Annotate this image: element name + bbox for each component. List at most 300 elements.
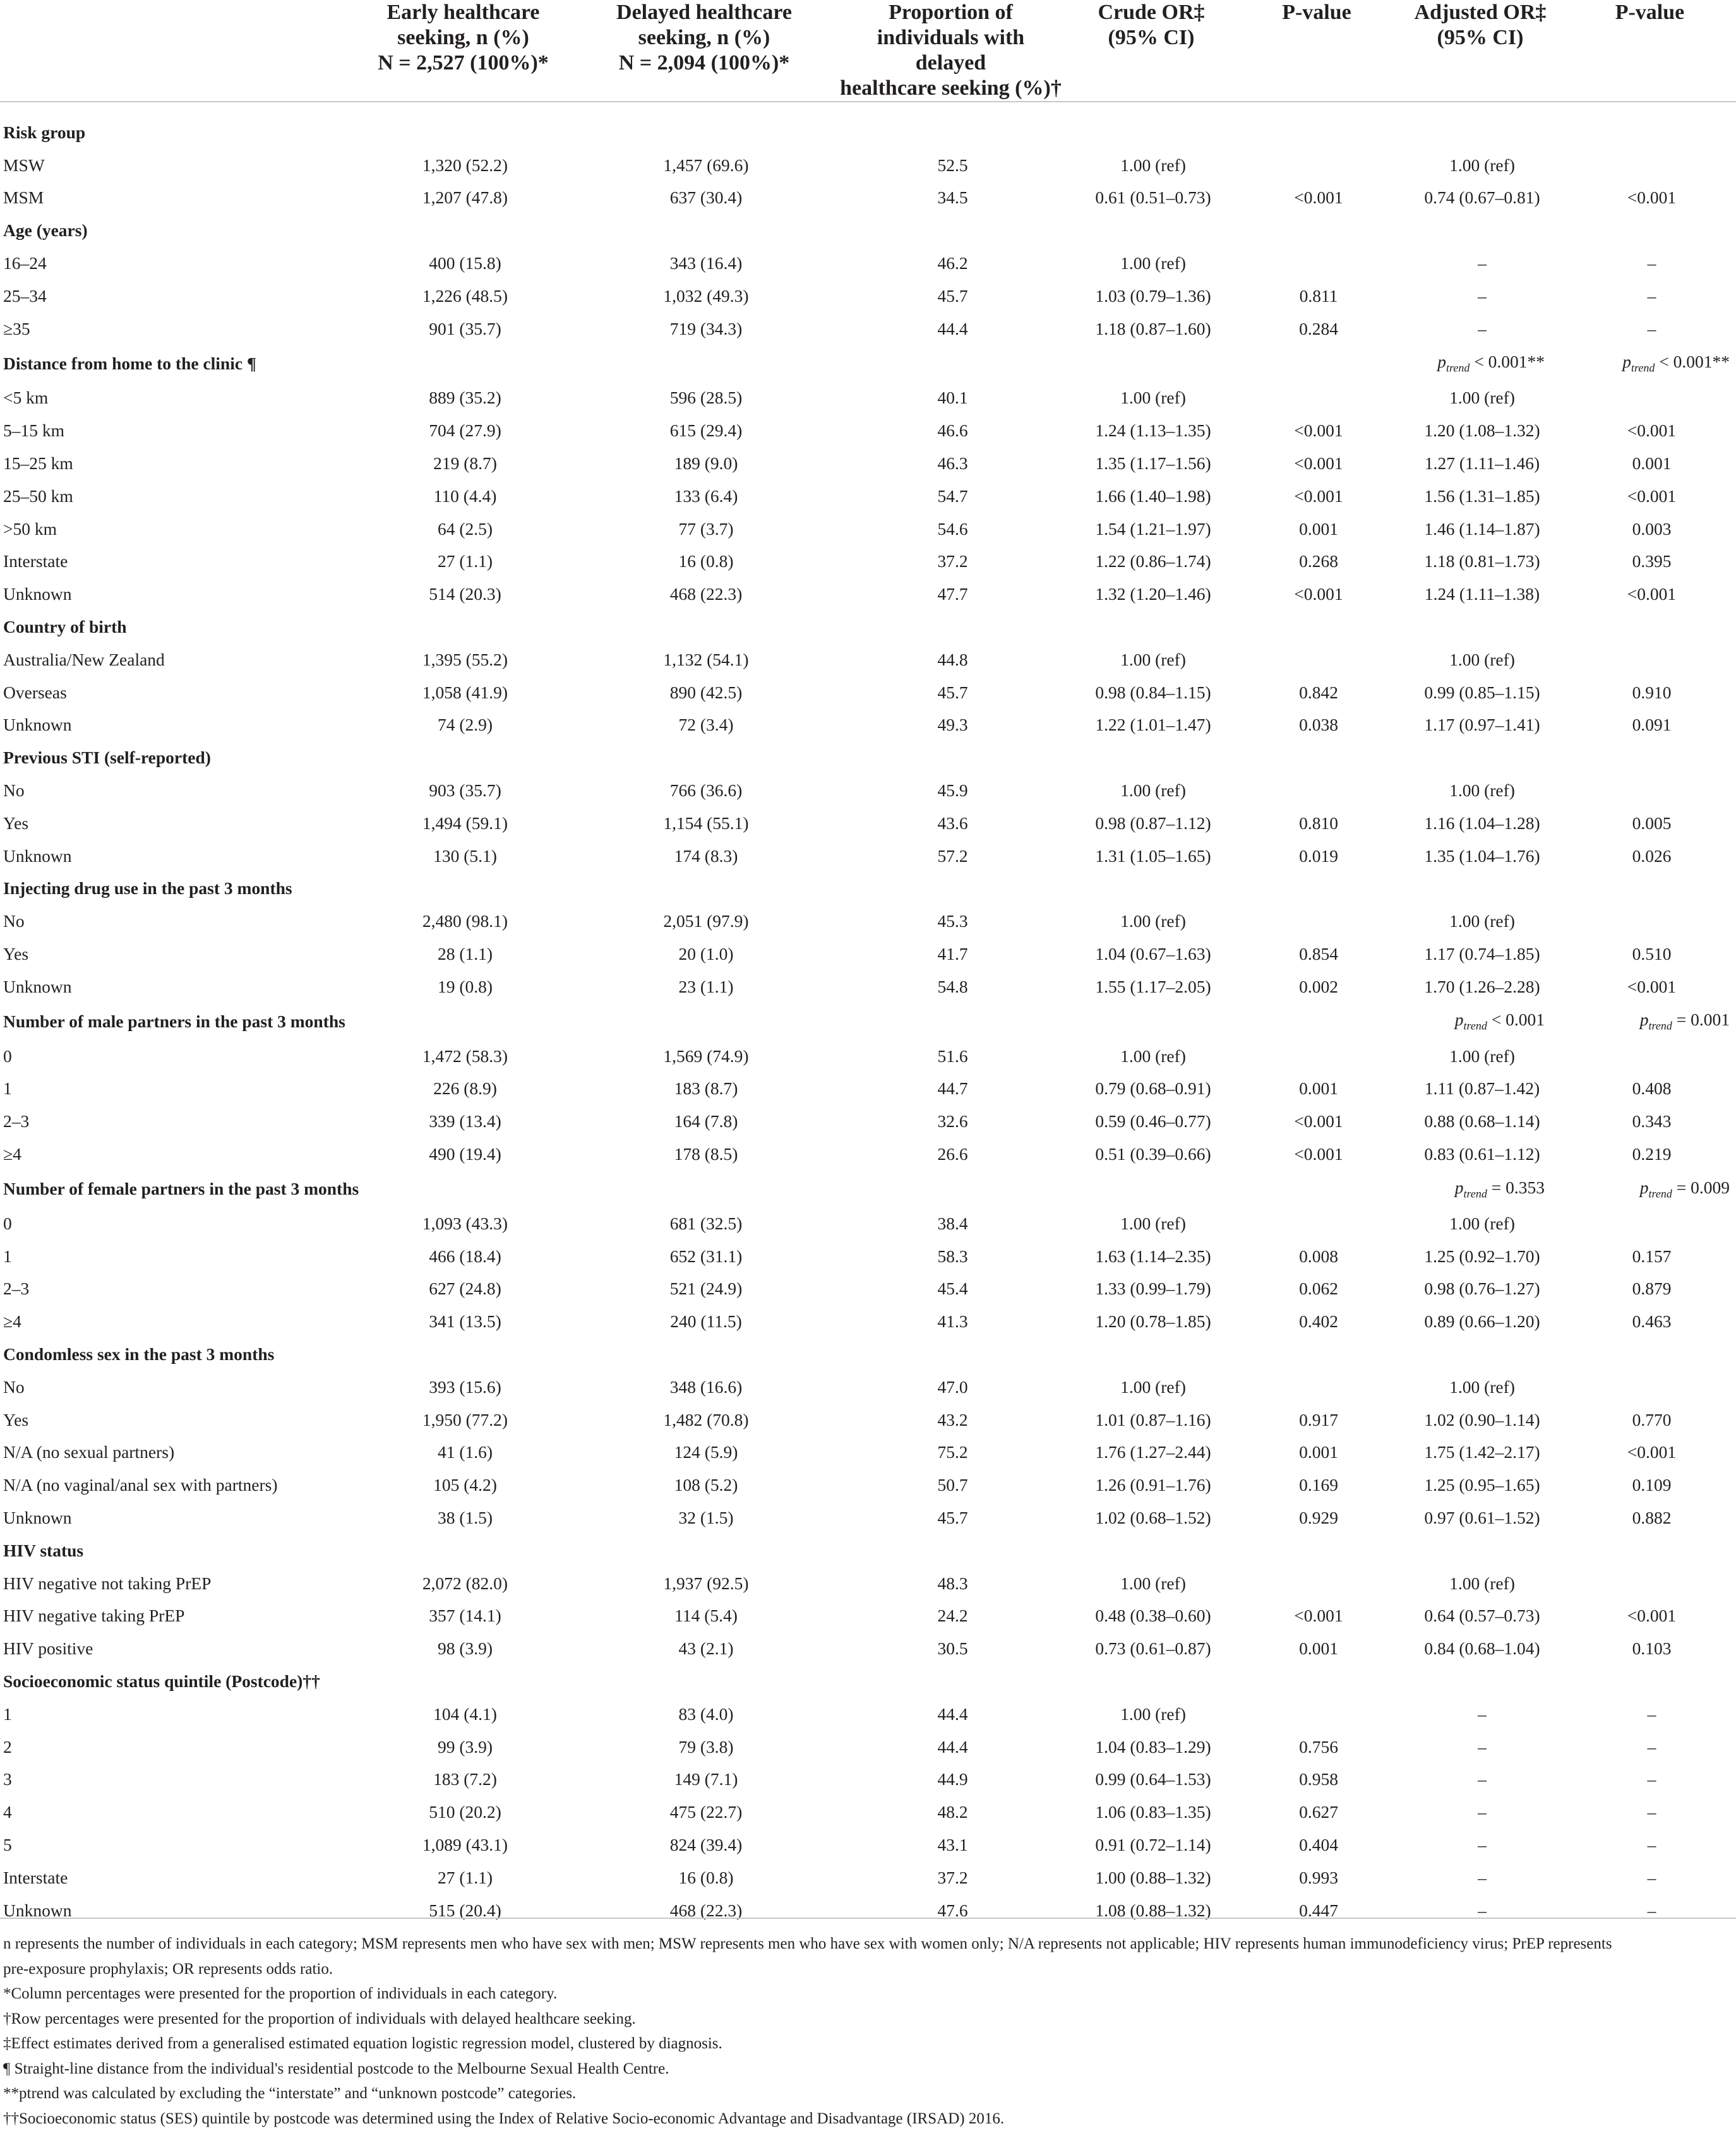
table-cell: 1.01 (0.87–1.16) (1066, 1404, 1236, 1436)
adjusted-p-value-header (1564, 0, 1736, 102)
table-cell: 99 (3.9) (354, 1731, 573, 1764)
adjusted-p-trend (1564, 1338, 1736, 1371)
crude-p-trend (1236, 116, 1564, 149)
crude-p-value-header (1236, 0, 1397, 102)
table-cell (1236, 149, 1397, 182)
table-footnotes (0, 1918, 1736, 2131)
table-cell: – (1564, 1698, 1736, 1731)
table-cell: 124 (5.9) (573, 1436, 835, 1469)
table-row (0, 1731, 1736, 1764)
table-header (0, 0, 1736, 102)
table-cell: 0.026 (1564, 840, 1736, 873)
row-label: 15–25 km (0, 447, 354, 480)
table-row (0, 643, 1736, 676)
table-cell: 0.48 (0.38–0.60) (1066, 1599, 1236, 1632)
table-cell: 0.61 (0.51–0.73) (1066, 182, 1236, 215)
table-cell: 1,482 (70.8) (573, 1404, 835, 1436)
table-cell: 32 (1.5) (573, 1501, 835, 1534)
table-cell: 1,032 (49.3) (573, 280, 835, 313)
table-cell: 1,937 (92.5) (573, 1567, 835, 1600)
table-cell: 43.2 (835, 1404, 1066, 1436)
table-cell: 1.06 (0.83–1.35) (1066, 1796, 1236, 1829)
table-row (0, 182, 1736, 215)
table-cell: 20 (1.0) (573, 938, 835, 970)
table-cell: 1.00 (ref) (1066, 1371, 1236, 1404)
group-label: Age (years) (0, 214, 1236, 247)
table-cell: <0.001 (1564, 480, 1736, 513)
table-cell: 40.1 (835, 382, 1066, 415)
table-cell (1236, 247, 1397, 280)
group-label: Condomless sex in the past 3 months (0, 1338, 1236, 1371)
crude-p-trend (1236, 1665, 1564, 1698)
table-cell: 44.4 (835, 1698, 1066, 1731)
table-row (0, 480, 1736, 513)
row-label: HIV negative taking PrEP (0, 1599, 354, 1632)
header-line: seeking, n (%) (357, 25, 569, 51)
row-label: 16–24 (0, 247, 354, 280)
table-row (0, 1404, 1736, 1436)
row-label: 1 (0, 1698, 354, 1731)
table-cell: 0.002 (1236, 970, 1397, 1003)
table-cell: 72 (3.4) (573, 709, 835, 742)
table-cell: 0.038 (1236, 709, 1397, 742)
header-line: P-value (1240, 0, 1393, 25)
table-cell: 64 (2.5) (354, 513, 573, 546)
table-cell: 0.83 (0.61–1.12) (1397, 1138, 1564, 1171)
table-cell: 719 (34.3) (573, 313, 835, 345)
group-header-row (0, 1003, 1736, 1040)
table-cell (1564, 643, 1736, 676)
table-cell: 0.929 (1236, 1501, 1397, 1534)
row-label: 5 (0, 1829, 354, 1861)
table-cell: 0.395 (1564, 546, 1736, 578)
table-cell: 45.7 (835, 1501, 1066, 1534)
table-cell: 1,472 (58.3) (354, 1040, 573, 1073)
table-cell: <0.001 (1236, 480, 1397, 513)
footnote: ††Socioeconomic status (SES) quintile by postcode was determined using the Index of Relative Socio-economic Advantage and Disadvantage (IRSAD) 2016. (0, 2106, 1736, 2131)
adjusted-p-trend: $p_{trend} = 0.001$ (1564, 1003, 1736, 1040)
footnote: *Column percentages were presented for the proportion of individuals in each category. (0, 1981, 1736, 2007)
table-row (0, 280, 1736, 313)
table-row (0, 1599, 1736, 1632)
table-cell: 1.70 (1.26–2.28) (1397, 970, 1564, 1003)
table-row (0, 1073, 1736, 1106)
table-cell: 490 (19.4) (354, 1138, 573, 1171)
table-cell: 466 (18.4) (354, 1240, 573, 1273)
table-cell: 1.25 (0.95–1.65) (1397, 1469, 1564, 1501)
row-label: Unknown (0, 1894, 354, 1927)
adjusted-p-trend (1564, 741, 1736, 774)
row-label: MSW (0, 149, 354, 182)
table-cell: 2,051 (97.9) (573, 905, 835, 938)
table-cell: 38.4 (835, 1207, 1066, 1240)
table-row (0, 1861, 1736, 1894)
table-cell (1236, 382, 1397, 415)
table-cell: 400 (15.8) (354, 247, 573, 280)
header-line: (95% CI) (1401, 25, 1560, 51)
table-cell: 108 (5.2) (573, 1469, 835, 1501)
delayed-seeking-header (573, 0, 835, 102)
table-cell: – (1564, 1731, 1736, 1764)
adjusted-p-trend (1564, 1534, 1736, 1567)
row-label: ≥4 (0, 1138, 354, 1171)
table-row (0, 382, 1736, 415)
table-row (0, 313, 1736, 345)
table-cell: 596 (28.5) (573, 382, 835, 415)
row-label: MSM (0, 182, 354, 215)
table-cell: 45.7 (835, 676, 1066, 709)
table-cell: <0.001 (1236, 447, 1397, 480)
table-cell: <0.001 (1236, 1599, 1397, 1632)
table-cell: 0.402 (1236, 1305, 1397, 1338)
variable-header (0, 0, 354, 102)
table-cell (1236, 1207, 1397, 1240)
table-cell: 1.08 (0.88–1.32) (1066, 1894, 1236, 1927)
table-row (0, 1567, 1736, 1600)
table-cell: 1,950 (77.2) (354, 1404, 573, 1436)
table-cell: 41 (1.6) (354, 1436, 573, 1469)
table-row (0, 1829, 1736, 1861)
table-cell: 1.20 (1.08–1.32) (1397, 414, 1564, 447)
table-cell: 0.993 (1236, 1861, 1397, 1894)
row-label: 0 (0, 1207, 354, 1240)
header-line: N = 2,094 (100%)* (577, 51, 832, 76)
table-cell: 1.75 (1.42–2.17) (1397, 1436, 1564, 1469)
table-cell: 0.103 (1564, 1632, 1736, 1665)
row-label: 5–15 km (0, 414, 354, 447)
table-cell: 45.3 (835, 905, 1066, 938)
crude-p-trend (1236, 1338, 1564, 1371)
table-cell: 24.2 (835, 1599, 1066, 1632)
table-cell: 514 (20.3) (354, 578, 573, 611)
table-cell: 357 (14.1) (354, 1599, 573, 1632)
p-trend-value: < 0.001 (1487, 1010, 1545, 1029)
adjusted-p-trend: $p_{trend} = 0.009$ (1564, 1171, 1736, 1207)
header-line: healthcare seeking (%)† (839, 76, 1062, 101)
table-cell: 0.98 (0.84–1.15) (1066, 676, 1236, 709)
table-row (0, 1796, 1736, 1829)
table-cell: 189 (9.0) (573, 447, 835, 480)
table-cell: <0.001 (1236, 1105, 1397, 1138)
group-label: Number of female partners in the past 3 months (0, 1171, 1236, 1207)
row-label: Interstate (0, 546, 354, 578)
table-cell: 1.00 (ref) (1066, 1207, 1236, 1240)
table-cell: 44.7 (835, 1073, 1066, 1106)
table-cell: 0.404 (1236, 1829, 1397, 1861)
table-cell: 219 (8.7) (354, 447, 573, 480)
table-cell: 1.26 (0.91–1.76) (1066, 1469, 1236, 1501)
row-label: Unknown (0, 578, 354, 611)
footnote: †Row percentages were presented for the proportion of individuals with delayed healthcare seeking. (0, 2007, 1736, 2032)
table-cell: 1.00 (ref) (1397, 1371, 1564, 1404)
table-cell: 30.5 (835, 1632, 1066, 1665)
table-cell: 54.7 (835, 480, 1066, 513)
table-row (0, 1207, 1736, 1240)
table-cell: 515 (20.4) (354, 1894, 573, 1927)
group-label: Risk group (0, 116, 1236, 149)
table-cell: 901 (35.7) (354, 313, 573, 345)
footnote: ‡Effect estimates derived from a generalised estimated equation logistic regression model, clustered by diagnosis. (0, 2031, 1736, 2056)
table-cell: 0.73 (0.61–0.87) (1066, 1632, 1236, 1665)
table-cell: 45.9 (835, 774, 1066, 807)
table-cell: 0.268 (1236, 546, 1397, 578)
group-label: Country of birth (0, 611, 1236, 643)
table-cell: 1,494 (59.1) (354, 807, 573, 840)
group-label: Socioeconomic status quintile (Postcode)†† (0, 1665, 1236, 1698)
table-cell: 0.005 (1564, 807, 1736, 840)
table-row (0, 774, 1736, 807)
table-cell: 0.001 (1236, 1436, 1397, 1469)
table-cell: 1.02 (0.90–1.14) (1397, 1404, 1564, 1436)
table-row (0, 1436, 1736, 1469)
table-cell: 105 (4.2) (354, 1469, 573, 1501)
table-cell (1236, 1371, 1397, 1404)
table-cell: 1.35 (1.04–1.76) (1397, 840, 1564, 873)
row-label: 1 (0, 1073, 354, 1106)
table-cell: 890 (42.5) (573, 676, 835, 709)
table-cell: 0.463 (1564, 1305, 1736, 1338)
table-cell: 0.627 (1236, 1796, 1397, 1829)
row-label: No (0, 1371, 354, 1404)
table-cell: 1.00 (0.88–1.32) (1066, 1861, 1236, 1894)
table-cell: 0.408 (1564, 1073, 1736, 1106)
p-trend-value: < 0.001** (1655, 352, 1730, 371)
table-cell: 19 (0.8) (354, 970, 573, 1003)
table-cell: 704 (27.9) (354, 414, 573, 447)
table-cell: 47.6 (835, 1894, 1066, 1927)
table-cell: 0.019 (1236, 840, 1397, 873)
table-cell: 130 (5.1) (354, 840, 573, 873)
table-cell: 45.4 (835, 1273, 1066, 1306)
table-cell: 16 (0.8) (573, 1861, 835, 1894)
table-row (0, 1698, 1736, 1731)
table-cell: 44.4 (835, 313, 1066, 345)
table-cell: 681 (32.5) (573, 1207, 835, 1240)
table-cell: – (1397, 313, 1564, 345)
header-line: Early healthcare (357, 0, 569, 25)
row-label: >50 km (0, 513, 354, 546)
table-cell: – (1564, 247, 1736, 280)
table-cell: 44.4 (835, 1731, 1066, 1764)
table-cell: <0.001 (1236, 414, 1397, 447)
table-row (0, 1105, 1736, 1138)
table-cell: <0.001 (1564, 1599, 1736, 1632)
table-cell: 1,226 (48.5) (354, 280, 573, 313)
table-cell: 0.169 (1236, 1469, 1397, 1501)
table-cell: 0.756 (1236, 1731, 1397, 1764)
table-cell: 16 (0.8) (573, 546, 835, 578)
row-label: Yes (0, 1404, 354, 1436)
table-cell: 54.8 (835, 970, 1066, 1003)
table-cell (1236, 643, 1397, 676)
row-label: No (0, 905, 354, 938)
group-header-row (0, 1665, 1736, 1698)
table-cell: 341 (13.5) (354, 1305, 573, 1338)
table-cell: 47.0 (835, 1371, 1066, 1404)
footnote: n represents the number of individuals in each category; MSM represents men who have sex with men; MSW represents men who have sex with women only; N/A represents not applicable; HIV represents human immunodeficiency virus; PrEP represents (0, 1931, 1736, 1957)
row-label: 4 (0, 1796, 354, 1829)
header-line: N = 2,527 (100%)* (357, 51, 569, 76)
table-cell: 47.7 (835, 578, 1066, 611)
table-cell: – (1397, 1698, 1564, 1731)
table-cell: 0.99 (0.85–1.15) (1397, 676, 1564, 709)
header-line: Crude OR‡ (1070, 0, 1233, 25)
table-row (0, 1501, 1736, 1534)
table-cell: 0.89 (0.66–1.20) (1397, 1305, 1564, 1338)
group-label: Injecting drug use in the past 3 months (0, 873, 1236, 905)
table-cell: 1,058 (41.9) (354, 676, 573, 709)
table-row (0, 1632, 1736, 1665)
group-header-row (0, 741, 1736, 774)
table-cell: 0.51 (0.39–0.66) (1066, 1138, 1236, 1171)
table-cell: 652 (31.1) (573, 1240, 835, 1273)
table-cell: 226 (8.9) (354, 1073, 573, 1106)
crude-or-header (1066, 0, 1236, 102)
table-cell: 1,154 (55.1) (573, 807, 835, 840)
group-header-row (0, 345, 1736, 382)
table-cell: 0.882 (1564, 1501, 1736, 1534)
table-cell (1564, 1371, 1736, 1404)
table-cell (1564, 382, 1736, 415)
table-cell: – (1397, 1763, 1564, 1796)
table-cell: 521 (24.9) (573, 1273, 835, 1306)
table-cell: <0.001 (1564, 182, 1736, 215)
table-cell: 1.00 (ref) (1397, 1040, 1564, 1073)
crude-p-trend: $p_{trend} < 0.001**$ (1236, 345, 1564, 382)
table-cell: 44.9 (835, 1763, 1066, 1796)
table-cell (1236, 905, 1397, 938)
p-trend-value: < 0.001** (1470, 352, 1545, 371)
table-cell (1564, 149, 1736, 182)
header-line: Adjusted OR‡ (1401, 0, 1560, 25)
table-cell: 1.63 (1.14–2.35) (1066, 1240, 1236, 1273)
table-row (0, 546, 1736, 578)
table-cell: 0.91 (0.72–1.14) (1066, 1829, 1236, 1861)
table-cell: 0.842 (1236, 676, 1397, 709)
table-cell: 0.98 (0.76–1.27) (1397, 1273, 1564, 1306)
table-cell: 240 (11.5) (573, 1305, 835, 1338)
row-label: HIV negative not taking PrEP (0, 1567, 354, 1600)
table-row (0, 247, 1736, 280)
table-cell: 28 (1.1) (354, 938, 573, 970)
table-cell: 1.55 (1.17–2.05) (1066, 970, 1236, 1003)
table-cell: 0.062 (1236, 1273, 1397, 1306)
table-cell: 23 (1.1) (573, 970, 835, 1003)
table-cell: 79 (3.8) (573, 1731, 835, 1764)
table-cell: 1,457 (69.6) (573, 149, 835, 182)
table-cell: 510 (20.2) (354, 1796, 573, 1829)
table-row (0, 414, 1736, 447)
table-cell: 75.2 (835, 1436, 1066, 1469)
table-cell: 1,569 (74.9) (573, 1040, 835, 1073)
table-cell: 1.00 (ref) (1397, 905, 1564, 938)
row-label: Unknown (0, 1501, 354, 1534)
table-row (0, 676, 1736, 709)
adjusted-p-trend (1564, 214, 1736, 247)
table-cell (1236, 1567, 1397, 1600)
row-label: 1 (0, 1240, 354, 1273)
table-cell: 0.343 (1564, 1105, 1736, 1138)
table-cell: 1.04 (0.83–1.29) (1066, 1731, 1236, 1764)
table-cell: 41.7 (835, 938, 1066, 970)
table-cell: 1.31 (1.05–1.65) (1066, 840, 1236, 873)
header-line: P-value (1567, 0, 1732, 25)
table-cell: 51.6 (835, 1040, 1066, 1073)
table-cell: 114 (5.4) (573, 1599, 835, 1632)
table-cell: 0.811 (1236, 280, 1397, 313)
group-header-row (0, 873, 1736, 905)
table-row (0, 1371, 1736, 1404)
table-cell: 1.00 (ref) (1397, 1207, 1564, 1240)
table-cell: 1.22 (0.86–1.74) (1066, 546, 1236, 578)
group-label: Number of male partners in the past 3 months (0, 1003, 1236, 1040)
crude-p-trend (1236, 611, 1564, 643)
table-cell: 1.20 (0.78–1.85) (1066, 1305, 1236, 1338)
table-cell: 104 (4.1) (354, 1698, 573, 1731)
table-cell: 1.32 (1.20–1.46) (1066, 578, 1236, 611)
table-cell: 0.284 (1236, 313, 1397, 345)
table-cell: 468 (22.3) (573, 578, 835, 611)
row-label: 25–34 (0, 280, 354, 313)
p-trend-value: = 0.353 (1487, 1178, 1545, 1197)
table-row (0, 1138, 1736, 1171)
table-cell: 34.5 (835, 182, 1066, 215)
table-cell: 1,089 (43.1) (354, 1829, 573, 1861)
group-header-row (0, 1338, 1736, 1371)
group-header-row (0, 1171, 1736, 1207)
table-cell: 0.99 (0.64–1.53) (1066, 1763, 1236, 1796)
table-cell: – (1564, 1796, 1736, 1829)
table-cell: – (1564, 1763, 1736, 1796)
row-label: Australia/New Zealand (0, 643, 354, 676)
adjusted-p-trend: $p_{trend} < 0.001**$ (1564, 345, 1736, 382)
table-cell: 1.00 (ref) (1066, 905, 1236, 938)
table-cell: 0.510 (1564, 938, 1736, 970)
crude-p-trend (1236, 873, 1564, 905)
row-label: 2–3 (0, 1273, 354, 1306)
table-cell: 1.00 (ref) (1397, 774, 1564, 807)
row-label: No (0, 774, 354, 807)
table-cell: 164 (7.8) (573, 1105, 835, 1138)
table-cell: – (1564, 313, 1736, 345)
header-line: Proportion of (839, 0, 1062, 25)
table-cell: 0.98 (0.87–1.12) (1066, 807, 1236, 840)
footnote: **ptrend was calculated by excluding the “interstate” and “unknown postcode” categories. (0, 2081, 1736, 2106)
table-cell: 0.109 (1564, 1469, 1736, 1501)
table-cell: 1.54 (1.21–1.97) (1066, 513, 1236, 546)
table-cell: <0.001 (1236, 578, 1397, 611)
row-label: 2–3 (0, 1105, 354, 1138)
table-cell: 46.2 (835, 247, 1066, 280)
table-cell: 0.958 (1236, 1763, 1397, 1796)
table-cell: 27 (1.1) (354, 1861, 573, 1894)
table-cell: 2,072 (82.0) (354, 1567, 573, 1600)
table-cell: 54.6 (835, 513, 1066, 546)
table-cell (1564, 1040, 1736, 1073)
table-cell: 1.56 (1.31–1.85) (1397, 480, 1564, 513)
table-cell: 0.88 (0.68–1.14) (1397, 1105, 1564, 1138)
table-cell: 0.008 (1236, 1240, 1397, 1273)
table-cell: 41.3 (835, 1305, 1066, 1338)
table-cell: 1.18 (0.81–1.73) (1397, 546, 1564, 578)
table-cell: 1,320 (52.2) (354, 149, 573, 182)
table-cell: – (1397, 1829, 1564, 1861)
table-cell: 50.7 (835, 1469, 1066, 1501)
table-cell: 0.917 (1236, 1404, 1397, 1436)
group-header-row (0, 1534, 1736, 1567)
table-cell: 0.879 (1564, 1273, 1736, 1306)
table-cell: 1.27 (1.11–1.46) (1397, 447, 1564, 480)
